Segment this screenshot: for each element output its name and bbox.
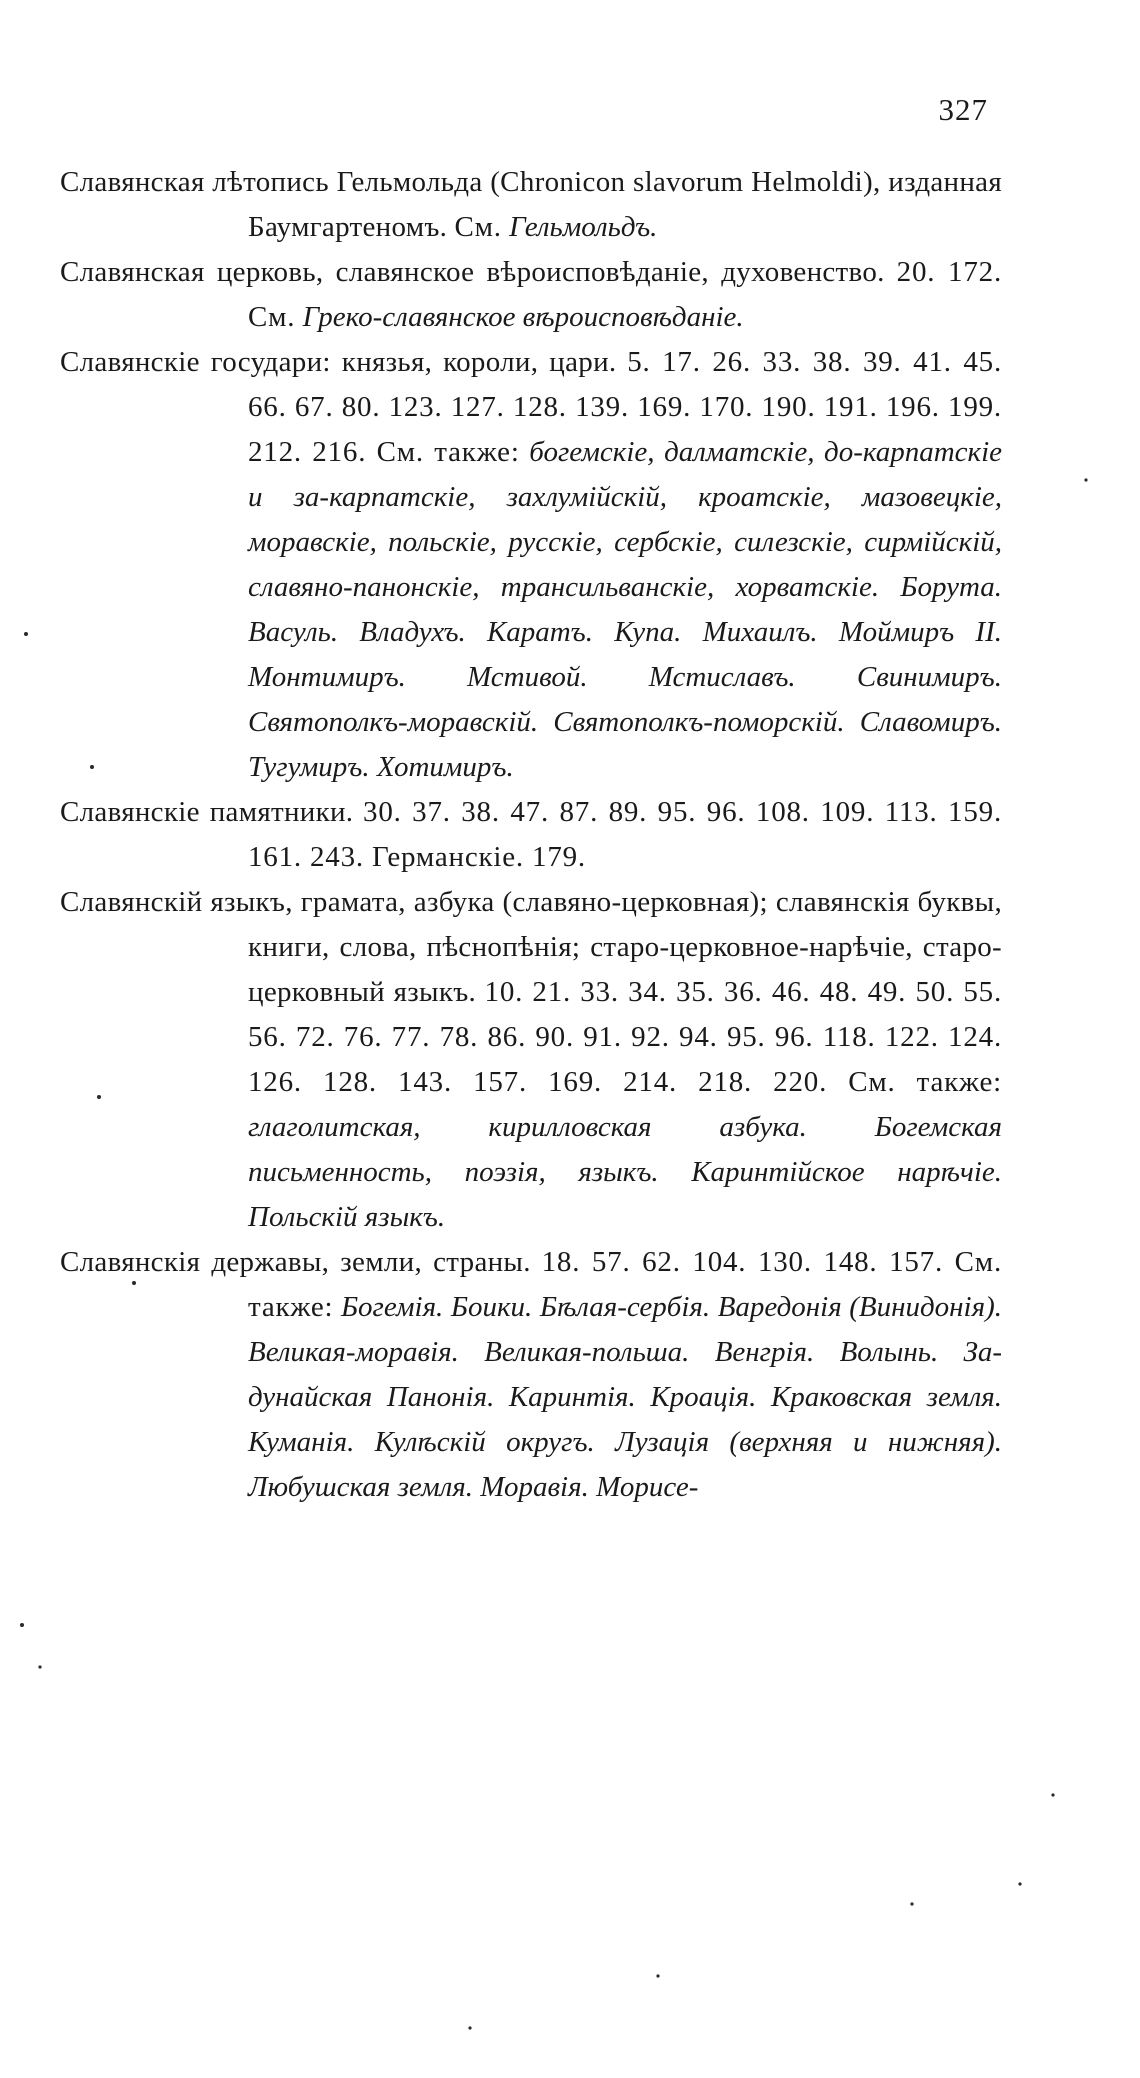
entry-see-also: Богемія. Боики. Бѣлая-сербія. Варедонія (Винидонія). Великая-моравія. Великая-польша. Венгрія. Волынь. За-дунайская Панонія. Каринтія. Кроація. Краковская земля. Куманія. Кулѣскій округъ. Лузація (верхняя и нижняя). Любушская земля. Моравія. Морисе- [248, 1291, 1002, 1503]
entry-heading: Славянскія державы, земли, страны. [60, 1246, 531, 1278]
ink-speck [1084, 478, 1087, 481]
index-entry [60, 880, 1002, 1240]
index-entry [60, 340, 1002, 790]
index-entry [60, 160, 1002, 250]
entry-page-refs: 5. 17. 26. 33. 38. 39. 41. 45. 66. 67. 80. 123. 127. 128. 139. 169. 170. 190. 191. 196. 199. 212. 216. См. также: [248, 346, 1003, 468]
entry-heading: Славянскіе памятники. [60, 796, 354, 828]
entry-heading: Славянскіе государи: князья, короли, цари. [60, 346, 617, 378]
entry-see-also: Гельмольдъ. [509, 211, 658, 243]
entry-see-also: глаголитская, кирилловская азбука. Богемская письменность, поэзія, языкъ. Каринтійское нарѣчіе. Польскій языкъ. [248, 1111, 1002, 1233]
entry-see-also: богемскіе, далматскіе, до-карпатскіе и за-карпатскіе, захлумійскій, кроатскіе, мазовецкіе, моравскіе, польскіе, русскіе, сербскіе, силезскіе, сирмійскій, славяно-панонскіе, трансильванскіе, хорватскіе. Борута. Васуль. Владухъ. Каратъ. Купа. Михаилъ. Моймиръ II. Монтимиръ. Мстивой. Мстиславъ. Свинимиръ. Святополкъ-моравскій. Святополкъ-поморскій. Славомиръ. Тугумиръ. Хотимиръ. [248, 436, 1003, 783]
ink-speck [1051, 1793, 1054, 1796]
index-entry [60, 250, 1002, 340]
ink-speck [20, 1623, 24, 1627]
entry-page-refs: 10. 21. 33. 34. 35. 36. 46. 48. 49. 50. 55. 56. 72. 76. 77. 78. 86. 90. 91. 92. 94. 95. 96. 118. 122. 124. 126. 128. 143. 157. 169. 214. 218. 220. См. также: [248, 976, 1003, 1098]
ink-speck [24, 632, 28, 636]
ink-speck [38, 1665, 41, 1668]
entry-heading: Славянскій языкъ, грамата, азбука (славяно-церковная); славянскія буквы, книги, слова, пѣснопѣнія; старо-церковное-нарѣчіе, старо-церковный языкъ. [60, 886, 1002, 1008]
entry-heading: Славянская лѣтопись Гельмольда (Chronicon slavorum Helmoldi), изданная Баумгартеномъ. [60, 166, 1002, 243]
ink-speck [910, 1902, 913, 1905]
ink-speck [468, 2026, 471, 2029]
entry-page-refs: См. [454, 211, 502, 243]
ink-speck [656, 1974, 659, 1977]
ink-speck [1018, 1882, 1021, 1885]
index-entries [60, 160, 1002, 1510]
index-entry [60, 1240, 1002, 1510]
index-entry [60, 790, 1002, 880]
entry-page-refs: 20. 172. См. [248, 256, 1003, 333]
entry-see-also: Греко-славянское вѣроисповѣданіе. [302, 301, 744, 333]
entry-page-refs: 18. 57. 62. 104. 130. 148. 157. См. также: [248, 1246, 1002, 1323]
entry-heading: Славянская церковь, славянское вѣроисповѣданіе, духовенство. [60, 256, 885, 288]
page-number: 327 [938, 92, 988, 127]
entry-page-refs: 30. 37. 38. 47. 87. 89. 95. 96. 108. 109. 113. 159. 161. 243. Германскіе. 179. [248, 796, 1002, 873]
